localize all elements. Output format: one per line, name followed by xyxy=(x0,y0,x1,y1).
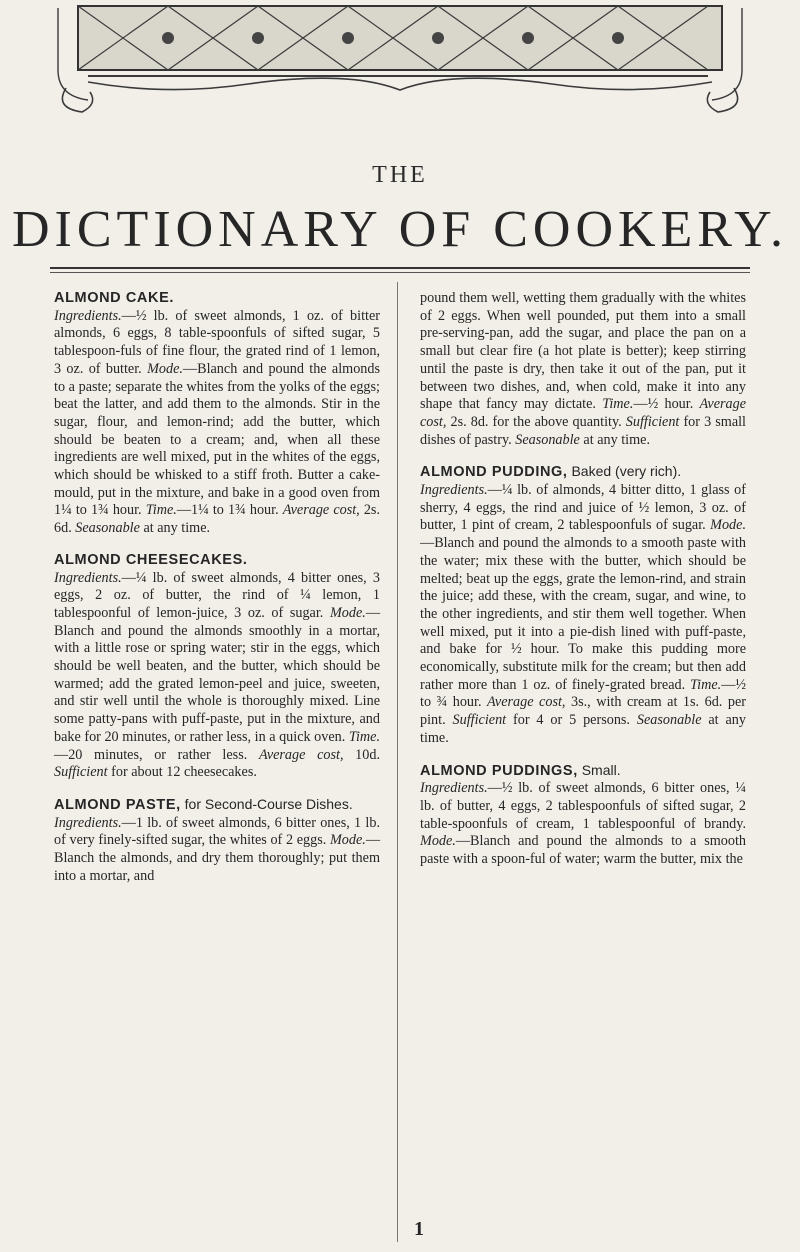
recipe-text xyxy=(54,796,380,886)
recipe-text xyxy=(420,290,746,449)
field-text: at any time. xyxy=(139,520,211,537)
left-column xyxy=(54,290,380,900)
field-text: —¼ lb. of sweet almonds, 4 bitter ones, 3 eggs, 2 oz. of butter, the rind of ¼ lemon, 1 tablespoonful of lemon-juice, 3 oz. of sugar. xyxy=(54,569,380,621)
recipe-entry xyxy=(54,290,380,538)
title-the: THE xyxy=(372,162,428,188)
field-text: 2s. 6d. xyxy=(54,502,381,537)
recipe-text xyxy=(54,290,380,538)
page-title: DICTIONARY OF COOKERY. xyxy=(12,201,788,258)
field-label: Average cost, xyxy=(258,746,344,763)
recipe-entry xyxy=(420,290,746,449)
field-label: Time. xyxy=(602,396,634,413)
column-divider xyxy=(397,282,398,1242)
field-label: Sufficient xyxy=(54,764,108,781)
field-text: for about 12 cheesecakes. xyxy=(107,764,257,781)
field-text: —½ lb. of sweet almonds, 6 bitter ones, ¼ lb. of butter, 4 eggs, 2 tablespoonfuls of sifted sugar, 2 table-spoonfuls of cream, 1 tablespoonful of brandy. xyxy=(420,780,746,832)
header-ornament xyxy=(48,0,752,120)
field-label: Ingredients. xyxy=(54,814,122,831)
field-text: —½ hour. xyxy=(633,396,694,413)
field-label: Mode. xyxy=(147,360,183,377)
recipe-subheading: for Second-Course Dishes. xyxy=(180,795,353,812)
recipe-entry xyxy=(420,463,746,747)
recipe-heading: ALMOND CAKE. xyxy=(54,290,174,306)
recipe-entry xyxy=(420,762,746,869)
field-text: 10d. xyxy=(343,746,380,763)
field-label: Mode. xyxy=(329,604,366,621)
field-text: —Blanch and pound the almonds smoothly in a mortar, with a little rose or spring water; stir in the eggs, which should be well beaten, and the butter, which should be warmed; add the grated lemon-peel and juice, sweeten, and stir well until the whole is thoroughly mixed. Line some patty-pans with puff-paste, put in the mixture, and bake for 20 minutes, or rather less, in a quick oven. xyxy=(54,604,380,745)
field-label: Time. xyxy=(690,676,722,693)
recipe-heading: ALMOND PUDDING, xyxy=(420,464,568,481)
recipe-text xyxy=(420,463,746,747)
field-label: Seasonable xyxy=(75,520,140,537)
field-text: —¼ lb. of almonds, 4 bitter ditto, 1 glass of sherry, 4 eggs, the rind and juice of ½ lemon, 3 oz. of butter, 1 pint of cream, 2 tablespoonfuls of sugar. xyxy=(420,482,746,534)
field-label: Seasonable xyxy=(515,431,580,448)
field-label: Ingredients. xyxy=(420,482,488,499)
recipe-subheading: Small. xyxy=(577,761,621,778)
field-text: —½ lb. of sweet almonds, 1 oz. of bitter almonds, 6 eggs, 8 table-spoonfuls of sifted sugar, 5 tablespoon-fuls of fine flour, the grated rind of 1 lemon, 3 oz. of butter. xyxy=(54,307,380,377)
field-text: for 3 small dishes of pastry. xyxy=(420,413,747,448)
recipe-heading: ALMOND PUDDINGS, xyxy=(420,762,578,779)
title-rule-thin xyxy=(50,272,750,273)
field-text: at any time. xyxy=(579,431,650,448)
field-label: Time. xyxy=(145,502,177,519)
field-label: Ingredients. xyxy=(54,569,122,586)
field-text: pound them well, wetting them gradually with the whites of 2 eggs. When well pounded, put them into a small pre-serving-pan, add the sugar, and place the pan on a small but clear fire (a hot plate is better); keep stirring until the paste is dry, then take it out of the pan, put it between two dishes, and, when cold, make it into any shape that fancy may dictate. xyxy=(420,290,746,413)
title-rule xyxy=(50,267,750,269)
field-text: —20 minutes, or rather less. xyxy=(54,746,248,763)
field-text: 3s., with cream at 1s. 6d. per pint. xyxy=(420,694,747,729)
field-text: —1¼ to 1¾ hour. xyxy=(176,502,279,519)
recipe-heading: ALMOND PASTE, xyxy=(54,796,181,813)
field-label: Mode. xyxy=(329,832,366,849)
recipe-heading: ALMOND CHEESECAKES. xyxy=(54,551,248,568)
recipe-text xyxy=(54,552,380,782)
recipe-entry xyxy=(54,552,380,782)
field-text: —½ to ¾ hour. xyxy=(420,676,747,711)
recipe-subheading: Baked (very rich). xyxy=(567,463,682,480)
field-label: Sufficient xyxy=(625,413,680,430)
field-label: Mode. xyxy=(420,833,456,850)
field-label: Seasonable xyxy=(636,712,702,729)
field-label: Mode. xyxy=(710,517,746,534)
field-label: Ingredients. xyxy=(54,307,122,324)
recipe-text xyxy=(420,762,746,869)
field-text: for 4 or 5 persons. xyxy=(506,712,630,729)
field-text: at any time. xyxy=(420,712,746,746)
recipe-entry xyxy=(54,796,380,886)
field-text: —Blanch and pound the almonds to a smooth paste with the water; mix these with the butter, which should be melted; beat up the eggs, grate the lemon-rind, and strain the juice; add these, with the cream, sugar, and wine, to the other ingredients, and stir them well together. When well mixed, put it into a pie-dish lined with puff-paste, and bake for ½ hour. To make this pudding more economically, substitute milk for the cream; but then add rather more than 1 oz. of finely-grated bread. xyxy=(420,535,746,693)
field-label: Average cost, xyxy=(487,694,566,711)
field-label: Average cost, xyxy=(420,396,747,430)
right-column xyxy=(420,290,746,883)
field-text: —Blanch the almonds, and dry them thoroughly; put them into a mortar, and xyxy=(54,832,380,884)
field-label: Time. xyxy=(348,728,381,745)
field-text: —Blanch and pound the almonds to a paste; separate the whites from the yolks of the eggs; beat the latter, and add them to the almonds. Stir in the sugar, flour, and lemon-rind; add the butter, which should be beaten to a cream; and, when all these ingredients are well mixed, put in the whites of the eggs, which should be whisked to a stiff froth. Butter a cake-mould, put in the mixture, and bake in a good oven from 1¼ to 1¾ hour. xyxy=(54,360,380,519)
field-text: 2s. 8d. for the above quantity. xyxy=(446,413,622,430)
field-label: Ingredients. xyxy=(420,780,488,797)
field-label: Average cost, xyxy=(282,502,360,519)
field-label: Sufficient xyxy=(452,712,507,729)
field-text: —Blanch and pound the almonds to a smooth paste with a spoon-ful of water; warm the butter, mix the xyxy=(420,833,746,868)
page-folio: 1 xyxy=(414,1218,424,1240)
field-text: —1 lb. of sweet almonds, 6 bitter ones, 1 lb. of very finely-sifted sugar, the whites of 2 eggs. xyxy=(54,814,380,849)
